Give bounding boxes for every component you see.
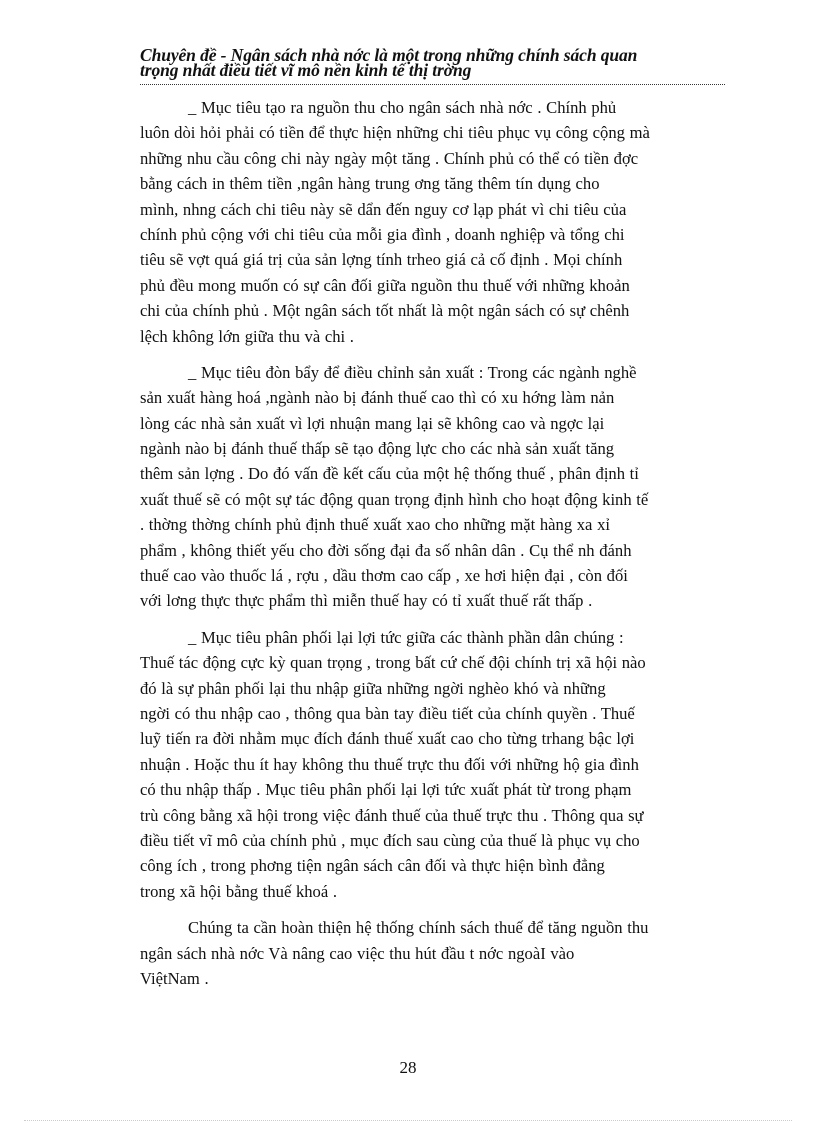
text-line: Thuế tác động cực kỳ quan trọng , trong bất cứ chế đội chính trị xã hội nào (140, 653, 646, 673)
text-line: bằng cách in thêm tiền ,ngân hàng trung ơng tăng thêm tín dụng cho (140, 174, 600, 194)
text-line: luôn dòi hỏi phải có tiền để thực hiện những chi tiêu phục vụ công cộng mà (140, 123, 650, 143)
text-line: . thờng thờng chính phủ định thuế xuất xao cho những mặt hàng xa xỉ (140, 515, 610, 535)
text-line: ngân sách nhà nớc Và nâng cao việc thu hút đầu t nớc ngoàI vào (140, 943, 575, 963)
text-line: Chúng ta cần hoàn thiện hệ thống chính sách thuế để tăng nguồn thu (188, 918, 649, 938)
text-line: luỹ tiến ra đời nhằm mục đích đánh thuế xuất cao cho từng trhang bậc lợi (140, 729, 635, 749)
text-line: chi của chính phủ . Một ngân sách tốt nhất là một ngân sách có sự chênh (140, 301, 630, 321)
text-line: chính phủ cộng với chi tiêu của mỗi gia đình , doanh nghiệp và tổng chi (140, 224, 625, 244)
text-line: trong xã hội bằng thuế khoá . (140, 881, 338, 901)
header-line-1: Chuyên đề - Ngân sách nhà nớc là một trong những chính sách quan (140, 45, 638, 65)
text-line: điều tiết vĩ mô của chính phủ , mục đích sau cùng của thuế là phục vụ cho (140, 830, 640, 850)
text-line: _ Mục tiêu đòn bẩy để điều chỉnh sản xuất : Trong các ngành nghề (188, 362, 637, 382)
text-line: trù công bằng xã hội trong việc đánh thuế của thuế trực thu . Thông qua sự (140, 805, 644, 825)
text-line: mình, nhng cách chi tiêu này sẽ dẩn đến nguy cơ lạp phát vì chi tiêu của (140, 199, 627, 219)
text-line: có thu nhập thấp . Mục tiêu phân phối lại lợi tức xuất phát từ trong phạm (140, 780, 632, 800)
paragraph-revenue-objective (140, 95, 725, 349)
text-line: lệch không lớn giữa thu và chi . (140, 326, 354, 346)
paragraph-production-lever (140, 360, 725, 614)
text-line: đó là sự phân phối lại thu nhập giữa những ngời nghèo khó và những (140, 678, 606, 698)
text-line: _ Mục tiêu tạo ra nguồn thu cho ngân sách nhà nớc . Chính phủ (188, 98, 617, 117)
header-line-2: trọng nhất điều tiết vĩ mô nền kinh tế thị trờng (140, 60, 472, 80)
text-line: xuất thuế sẽ có một sự tác động quan trọng định hình cho hoạt động kinh tế (140, 489, 649, 509)
text-line: lòng các nhà sản xuất vì lợi nhuận mang lại sẽ không cao và ngợc lại (140, 413, 605, 433)
running-header (140, 45, 725, 85)
text-line: phủ đều mong muốn có sự cân đối giữa nguồn thu thuế với những khoản (140, 275, 630, 295)
text-line: thêm sản lợng . Do đó vấn đề kết cấu của một hệ thống thuế , phân định tỉ (140, 464, 639, 484)
paragraph-income-redistribution (140, 625, 725, 904)
text-line: thuế cao vào thuốc lá , rợu , dầu thơm cao cấp , xe hơi hiện đại , còn đối (140, 566, 628, 586)
paragraph-conclusion (140, 915, 725, 991)
text-line: với lơng thực thực phẩm thì miễn thuế hay có tỉ xuất thuế rất thấp . (140, 591, 593, 611)
text-line: công ích , trong phơng tiện ngân sách cân đối và thực hiện bình đẳng (140, 856, 605, 876)
text-line: những nhu cầu công chi này ngày một tăng . Chính phủ có thể có tiền đợc (140, 148, 639, 168)
page-number: 28 (399, 1058, 417, 1077)
text-line: sản xuất hàng hoá ,ngành nào bị đánh thuế cao thì có xu hớng làm nản (140, 388, 615, 408)
text-line: nhuận . Hoặc thu ít hay không thu thuế trực thu đối với những hộ gia đình (140, 754, 639, 774)
page-bottom-divider (24, 1120, 792, 1121)
text-line: _ Mục tiêu phân phối lại lợi tức giữa các thành phần dân chúng : (188, 627, 624, 647)
text-line: ngành nào bị đánh thuế thấp sẽ tạo động lực cho các nhà sản xuất tăng (140, 439, 615, 459)
text-line: ViệtNam . (140, 968, 209, 988)
text-line: tiêu sẽ vợt quá giá trị của sản lợng tính trheo giá cả cố định . Mọi chính (140, 250, 623, 270)
text-line: ngời có thu nhập cao , thông qua bàn tay điều tiết của chính quyền . Thuế (140, 703, 635, 723)
text-line: phẩm , không thiết yếu cho đời sống đại đa số nhân dân . Cụ thể nh đánh (140, 540, 632, 560)
body-text (140, 95, 725, 1002)
